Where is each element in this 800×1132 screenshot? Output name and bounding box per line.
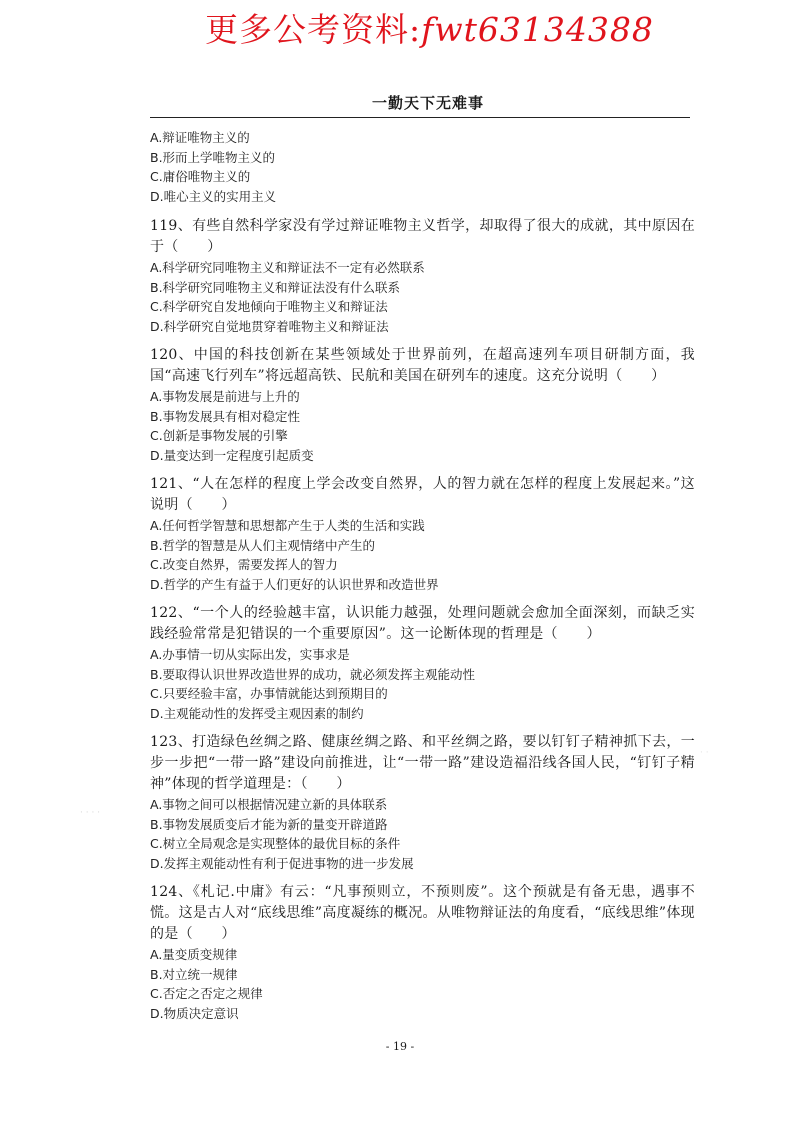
header-divider (150, 117, 690, 118)
question-list (150, 128, 695, 1023)
watermark-banner (205, 4, 654, 51)
option-a: A.科学研究同唯物主义和辩证法不一定有必然联系 (150, 260, 425, 275)
option-b: B.科学研究同唯物主义和辩证法没有什么联系 (150, 279, 401, 295)
option-b: B.形而上学唯物主义的 (150, 149, 276, 165)
option-b: B.对立统一规律 (150, 966, 238, 982)
question-text: 119、有些自然科学家没有学过辩证唯物主义哲学，却取得了很大的成就，其中原因在于（ ） (150, 218, 695, 255)
option-c: C.只要经验丰富，办事情就能达到预期目的 (150, 686, 388, 701)
question-118-continued (150, 128, 695, 206)
question-text: 124、《札记.中庸》有云：“凡事预则立，不预则废”。这个预就是有备无患，遇事不慌。这是古人对“底线思维”高度凝练的概况。从唯物辩证法的角度看，“底线思维”体现的是（ ） (150, 884, 695, 942)
option-d: D.主观能动性的发挥受主观因素的制约 (150, 705, 364, 721)
option-c: C.否定之否定之规律 (150, 986, 263, 1001)
option-c: C.科学研究自发地倾向于唯物主义和辩证法 (150, 299, 388, 314)
option-a: A.任何哲学智慧和思想都产生于人类的生活和实践 (150, 518, 425, 533)
question-124 (150, 882, 695, 1023)
watermark-cn: 更多公考资料: (205, 10, 422, 49)
option-a: A.事物之间可以根据情况建立新的具体联系 (150, 797, 388, 812)
page-header-title: 一勤天下无难事 (372, 94, 485, 112)
option-a: A.辩证唯物主义的 (150, 130, 250, 145)
question-119 (150, 216, 695, 336)
scan-artifact-mark: · · · · (80, 808, 101, 818)
question-123 (150, 732, 695, 873)
page-number: - 19 - (385, 1040, 415, 1053)
option-a: A.事物发展是前进与上升的 (150, 389, 300, 404)
option-a: A.办事情一切从实际出发，实事求是 (150, 647, 350, 662)
question-122 (150, 603, 695, 723)
option-d: D.量变达到一定程度引起质变 (150, 447, 314, 463)
option-c: C.创新是事物发展的引擎 (150, 428, 288, 443)
question-text: 123、打造绿色丝绸之路、健康丝绸之路、和平丝绸之路，要以钉钉子精神抓下去，一步一步把“一带一路”建设向前推进，让“一带一路”建设造福沿线各国人民，“钉钉子精神”体现的哲学道理是：（ ） (150, 734, 695, 792)
option-b: B.事物发展质变后才能为新的量变开辟道路 (150, 816, 388, 832)
option-d: D.唯心主义的实用主义 (150, 188, 277, 204)
question-text: 122、“一个人的经验越丰富，认识能力越强，处理问题就会愈加全面深刻，而缺乏实践经验常常是犯错误的一个重要原因”。这一论断体现的哲理是（ ） (150, 605, 695, 642)
watermark-contact: fwt63134388 (421, 10, 654, 49)
question-text: 120、中国的科技创新在某些领域处于世界前列，在超高速列车项目研制方面，我国“高速飞行列车”将远超高铁、民航和美国在研列车的速度。这充分说明（ ） (150, 347, 695, 384)
option-b: B.哲学的智慧是从人们主观情绪中产生的 (150, 537, 376, 553)
option-a: A.量变质变规律 (150, 947, 238, 962)
option-c: C.庸俗唯物主义的 (150, 169, 251, 184)
option-b: B.要取得认识世界改造世界的成功，就必须发挥主观能动性 (150, 666, 476, 682)
option-d: D.科学研究自觉地贯穿着唯物主义和辩证法 (150, 318, 389, 334)
option-d: D.哲学的产生有益于人们更好的认识世界和改造世界 (150, 576, 439, 592)
option-c: C.改变自然界，需要发挥人的智力 (150, 557, 338, 572)
question-120 (150, 345, 695, 465)
option-d: D.物质决定意识 (150, 1005, 239, 1021)
scan-artifact-mark-right: · · (700, 748, 709, 758)
question-121 (150, 474, 695, 594)
question-text: 121、“人在怎样的程度上学会改变自然界，人的智力就在怎样的程度上发展起来。”这说明（ ） (150, 476, 695, 513)
option-b: B.事物发展具有相对稳定性 (150, 408, 301, 424)
option-d: D.发挥主观能动性有利于促进事物的进一步发展 (150, 855, 414, 871)
option-c: C.树立全局观念是实现整体的最优目标的条件 (150, 836, 401, 851)
